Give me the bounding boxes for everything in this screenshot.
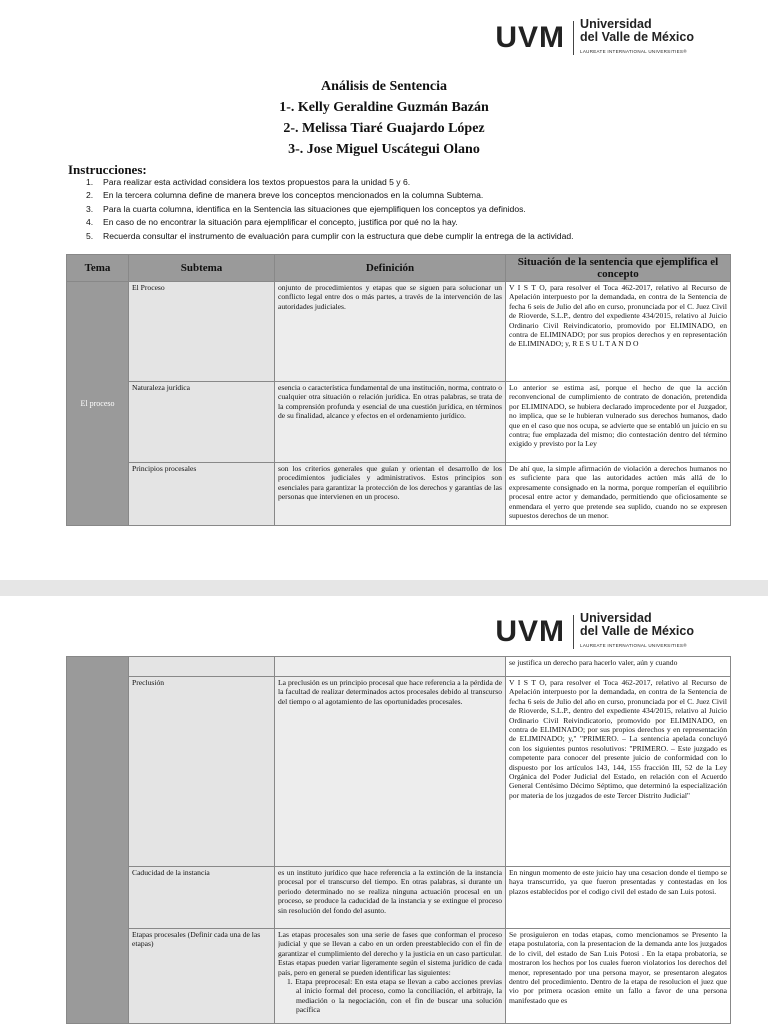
table-row (67, 463, 731, 526)
situacion-text: De ahí que, la simple afirmación de violación a derechos humanos no es suficiente para que las autoridades actúen más allá de lo expresamente consignado en la norma, porque romperían el equilibrio procesal entre actor y demandado, permitiendo que oficiosamente se enmendara el yerro que pretende sea suplido, cuando no se expresen supuestos derechos de un menor. (509, 464, 727, 521)
logo-line-1: Universidad (580, 611, 652, 625)
instruction-number: 1. (86, 177, 94, 187)
instructions-heading: Instrucciones: (68, 162, 147, 177)
instruction-item (86, 189, 574, 202)
logo-line-3: LAUREATE INTERNATIONAL UNIVERSITIES® (580, 49, 687, 54)
definicion-wrap (278, 930, 502, 1022)
header-tema: Tema (67, 255, 129, 282)
situacion-cell: V I S T O, para resolver el Toca 462-2017, relativo al Recurso de Apelación interpuesto por la demandada, en contra de la Sentencia de fecha 6 seis de Julio del año en curso, pronunciada por el C. Juez Civil de Rioverde, S.L.P., dentro del expediente 434/2015, relativo al Juicio Ordinario Civil Reivindicatorio, promovido por ELIMINADO, en contra de ELIMINADO; por sus propios derechos y en representación de ELIMINADO; y," "PRIMERO. – La sentencia apelada concluyó con los siguientes puntos resolutivos: "PRIMERO. – Este juzgado es competente para conocer del presente juicio de conformidad con lo dispuesto por los artículos 143, 144, 155 fracción III, 52 de la Ley Orgánica del Poder Judicial del Estado, en relación con el Acuerdo General Centésimo Décimo Séptimo, que determinó la especialización por materia de los juzgados de este Tercer Distrito Judicial" (506, 677, 731, 867)
definicion-cell (275, 929, 506, 1024)
header-subtema: Subtema (129, 255, 275, 282)
situacion-cell (506, 463, 731, 526)
instruction-item (86, 203, 574, 216)
instruction-item (86, 176, 574, 189)
table-row (67, 282, 731, 382)
instruction-text: En caso de no encontrar la situación para ejemplificar el concepto, justifica por qué no la hay. (103, 217, 458, 228)
situacion-cell: V I S T O, para resolver el Toca 462-2017, relativo al Recurso de Apelación interpuesto por la demandada, en contra de la Sentencia de fecha 6 seis de Julio del año en curso, pronunciada por el C. Juez Civil de Rioverde, S.L.P., dentro del expediente 434/2015, relativo al Juicio Ordinario Civil Reivindicatorio, promovido por ELIMINADO, en contra de ELIMINADO; por sus propios derechos y en representación de ELIMINADO; y, R E S U L T A N D O (506, 282, 731, 382)
situacion-cell: se justifica un derecho para hacerlo valer, aún y cuando (506, 657, 731, 677)
subtema-cell (129, 657, 275, 677)
subtema-cell: Principios procesales (129, 463, 275, 526)
definicion-cell: La preclusión es un principio procesal que hace referencia a la pérdida de la facultad de realizar determinados actos procesales debido al transcurso del tiempo o al agotamiento de las oportunidades procesales. (275, 677, 506, 867)
instruction-number: 5. (86, 230, 94, 241)
subtema-cell (129, 929, 275, 1024)
definicion-cell: onjunto de procedimientos y etapas que se siguen para solucionar un conflicto legal entre dos o más partes, a través de la intervención de las autoridades judiciales. (275, 282, 506, 382)
logo-line-3: LAUREATE INTERNATIONAL UNIVERSITIES® (580, 643, 687, 648)
instruction-item (86, 216, 574, 229)
table-row (67, 382, 731, 463)
situacion-cell: En ningun momento de este juicio hay una cesacion donde el tiempo se haya transcurrido, ya que fueron presentadas y contestadas en los plazos establecidos por el codigo civil del estado de san Luis potosi. (506, 867, 731, 929)
definicion-cell (275, 657, 506, 677)
definicion-cell: esencia o característica fundamental de una institución, norma, contrato o cualquier otra situación o relación jurídica. En otras palabras, se trata de la comprensión profunda y esencial de una cuestión jurídica, en términos de su finalidad, alcance y efectos en el ordenamiento jurídico. (275, 382, 506, 463)
instruction-text: Para realizar esta actividad considera los textos propuestos para la unidad 5 y 6. (103, 177, 411, 187)
definicion-cell: es un instituto jurídico que hace referencia a la extinción de la instancia procesal por el transcurso del tiempo. En otras palabras, si durante un periodo determinado no se realiza ninguna actuación procesal en un proceso, se produce la caducidad de la instancia y se extingue el proceso sin resolución del fondo del asunto. (275, 867, 506, 929)
header-definicion: Definición (275, 255, 506, 282)
table-row (67, 929, 731, 1024)
subtema-cell: El Proceso (129, 282, 275, 382)
analysis-table-continued (66, 656, 731, 1024)
logo-mark: UVM (495, 615, 566, 648)
situacion-text: Se prosiguieron en todas etapas, como mencionamos se Presento la etapa postulatoria, con la presentacion de la demanda ante los juzgados de lo civil, del estado de San Luis Potosi . En la etapa probatoria, se mostraron los hechos por los cuales fueron violatorios los derechos del menor, representado por una persona mayor, se presentaron alegatos dentro del procedimiento. Dentro de la etapa de resolucion el juez que vio por primera ocasion emite un fallo a favor de una persona manifestado que es (509, 930, 727, 1005)
table-header-row (67, 255, 731, 282)
instruction-item (86, 230, 574, 243)
logo-text (580, 18, 694, 58)
logo-mark: UVM (495, 21, 566, 54)
logo-divider (573, 21, 574, 55)
uvm-logo (495, 612, 694, 652)
table-row (67, 867, 731, 929)
table-row (67, 677, 731, 867)
instructions-list (86, 176, 574, 243)
instruction-number: 2. (86, 190, 94, 201)
subtema-text: Etapas procesales (Definir cada una de las etapas) (132, 930, 261, 949)
tema-cell-continued (67, 657, 129, 1024)
header-situacion: Situación de la sentencia que ejemplifica el concepto (506, 255, 731, 282)
instruction-text: En la tercera columna define de manera breve los conceptos mencionados en la columna Subtema. (103, 190, 484, 201)
instruction-number: 4. (86, 217, 94, 228)
author-1: 1-. Kelly Geraldine Guzmán Bazán (279, 100, 489, 115)
subtema-cell: Preclusión (129, 677, 275, 867)
tema-cell: El proceso (67, 282, 129, 526)
author-2: 2-. Melissa Tiaré Guajardo López (283, 121, 485, 136)
definicion-list-item: 1. Etapa preprocesal: En esta etapa se llevan a cabo acciones previas al inicio formal del proceso, como la conciliación, el arbitraje, la mediación o la negociación, con el fin de buscar una solución pacífica (287, 977, 502, 1015)
title-block (0, 76, 768, 160)
logo-line-1: Universidad (580, 17, 652, 31)
logo-line-2: del Valle de México (580, 30, 694, 44)
logo-divider (573, 615, 574, 649)
instruction-text: Para la cuarta columna, identifica en la Sentencia las situaciones que ejemplifiquen los conceptos ya definidos. (103, 203, 526, 214)
definicion-cell: son los criterios generales que guían y orientan el desarrollo de los procedimientos judiciales y administrativos. Estos principios son esenciales para garantizar la protección de los derechos y garantías de las personas que intervienen en un proceso. (275, 463, 506, 526)
author-3: 3-. Jose Miguel Uscátegui Olano (288, 142, 480, 157)
subtema-cell: Caducidad de la instancia (129, 867, 275, 929)
instruction-text: Recuerda consultar el instrumento de evaluación para cumplir con la estructura que debe cumplir la entrega de la actividad. (103, 230, 574, 241)
table-row (67, 657, 731, 677)
instruction-number: 3. (86, 203, 94, 214)
situacion-cell: Lo anterior se estima así, porque el hecho de que la acción reconvencional de cumplimiento de contrato de donación, pretendida por ELIMINADO, se hubiera declarado improcedente por el Juzgador, no implica, que se le hubieran vulnerado sus derechos humanos, dado que en el caso que nos ocupa, se advierte que se entabló un juicio en su contra; fue emplazada del mismo; dio contestación dentro del término exigido y previsto por la Ley (506, 382, 731, 463)
analysis-table (66, 254, 731, 526)
situacion-cell (506, 929, 731, 1024)
subtema-cell: Naturaleza jurídica (129, 382, 275, 463)
logo-line-2: del Valle de México (580, 624, 694, 638)
definicion-text: Las etapas procesales son una serie de fases que conforman el proceso judicial y que se llevan a cabo en un orden preestablecido con el fin de garantizar el cumplimiento del derecho y la justicia en un caso particular. Estas etapas pueden variar ligeramente según el sistema jurídico de cada país, pero en general se pueden identificar las siguientes: (278, 930, 502, 977)
document-title: Análisis de Sentencia (320, 79, 447, 94)
uvm-logo (495, 18, 694, 58)
logo-text (580, 612, 694, 652)
